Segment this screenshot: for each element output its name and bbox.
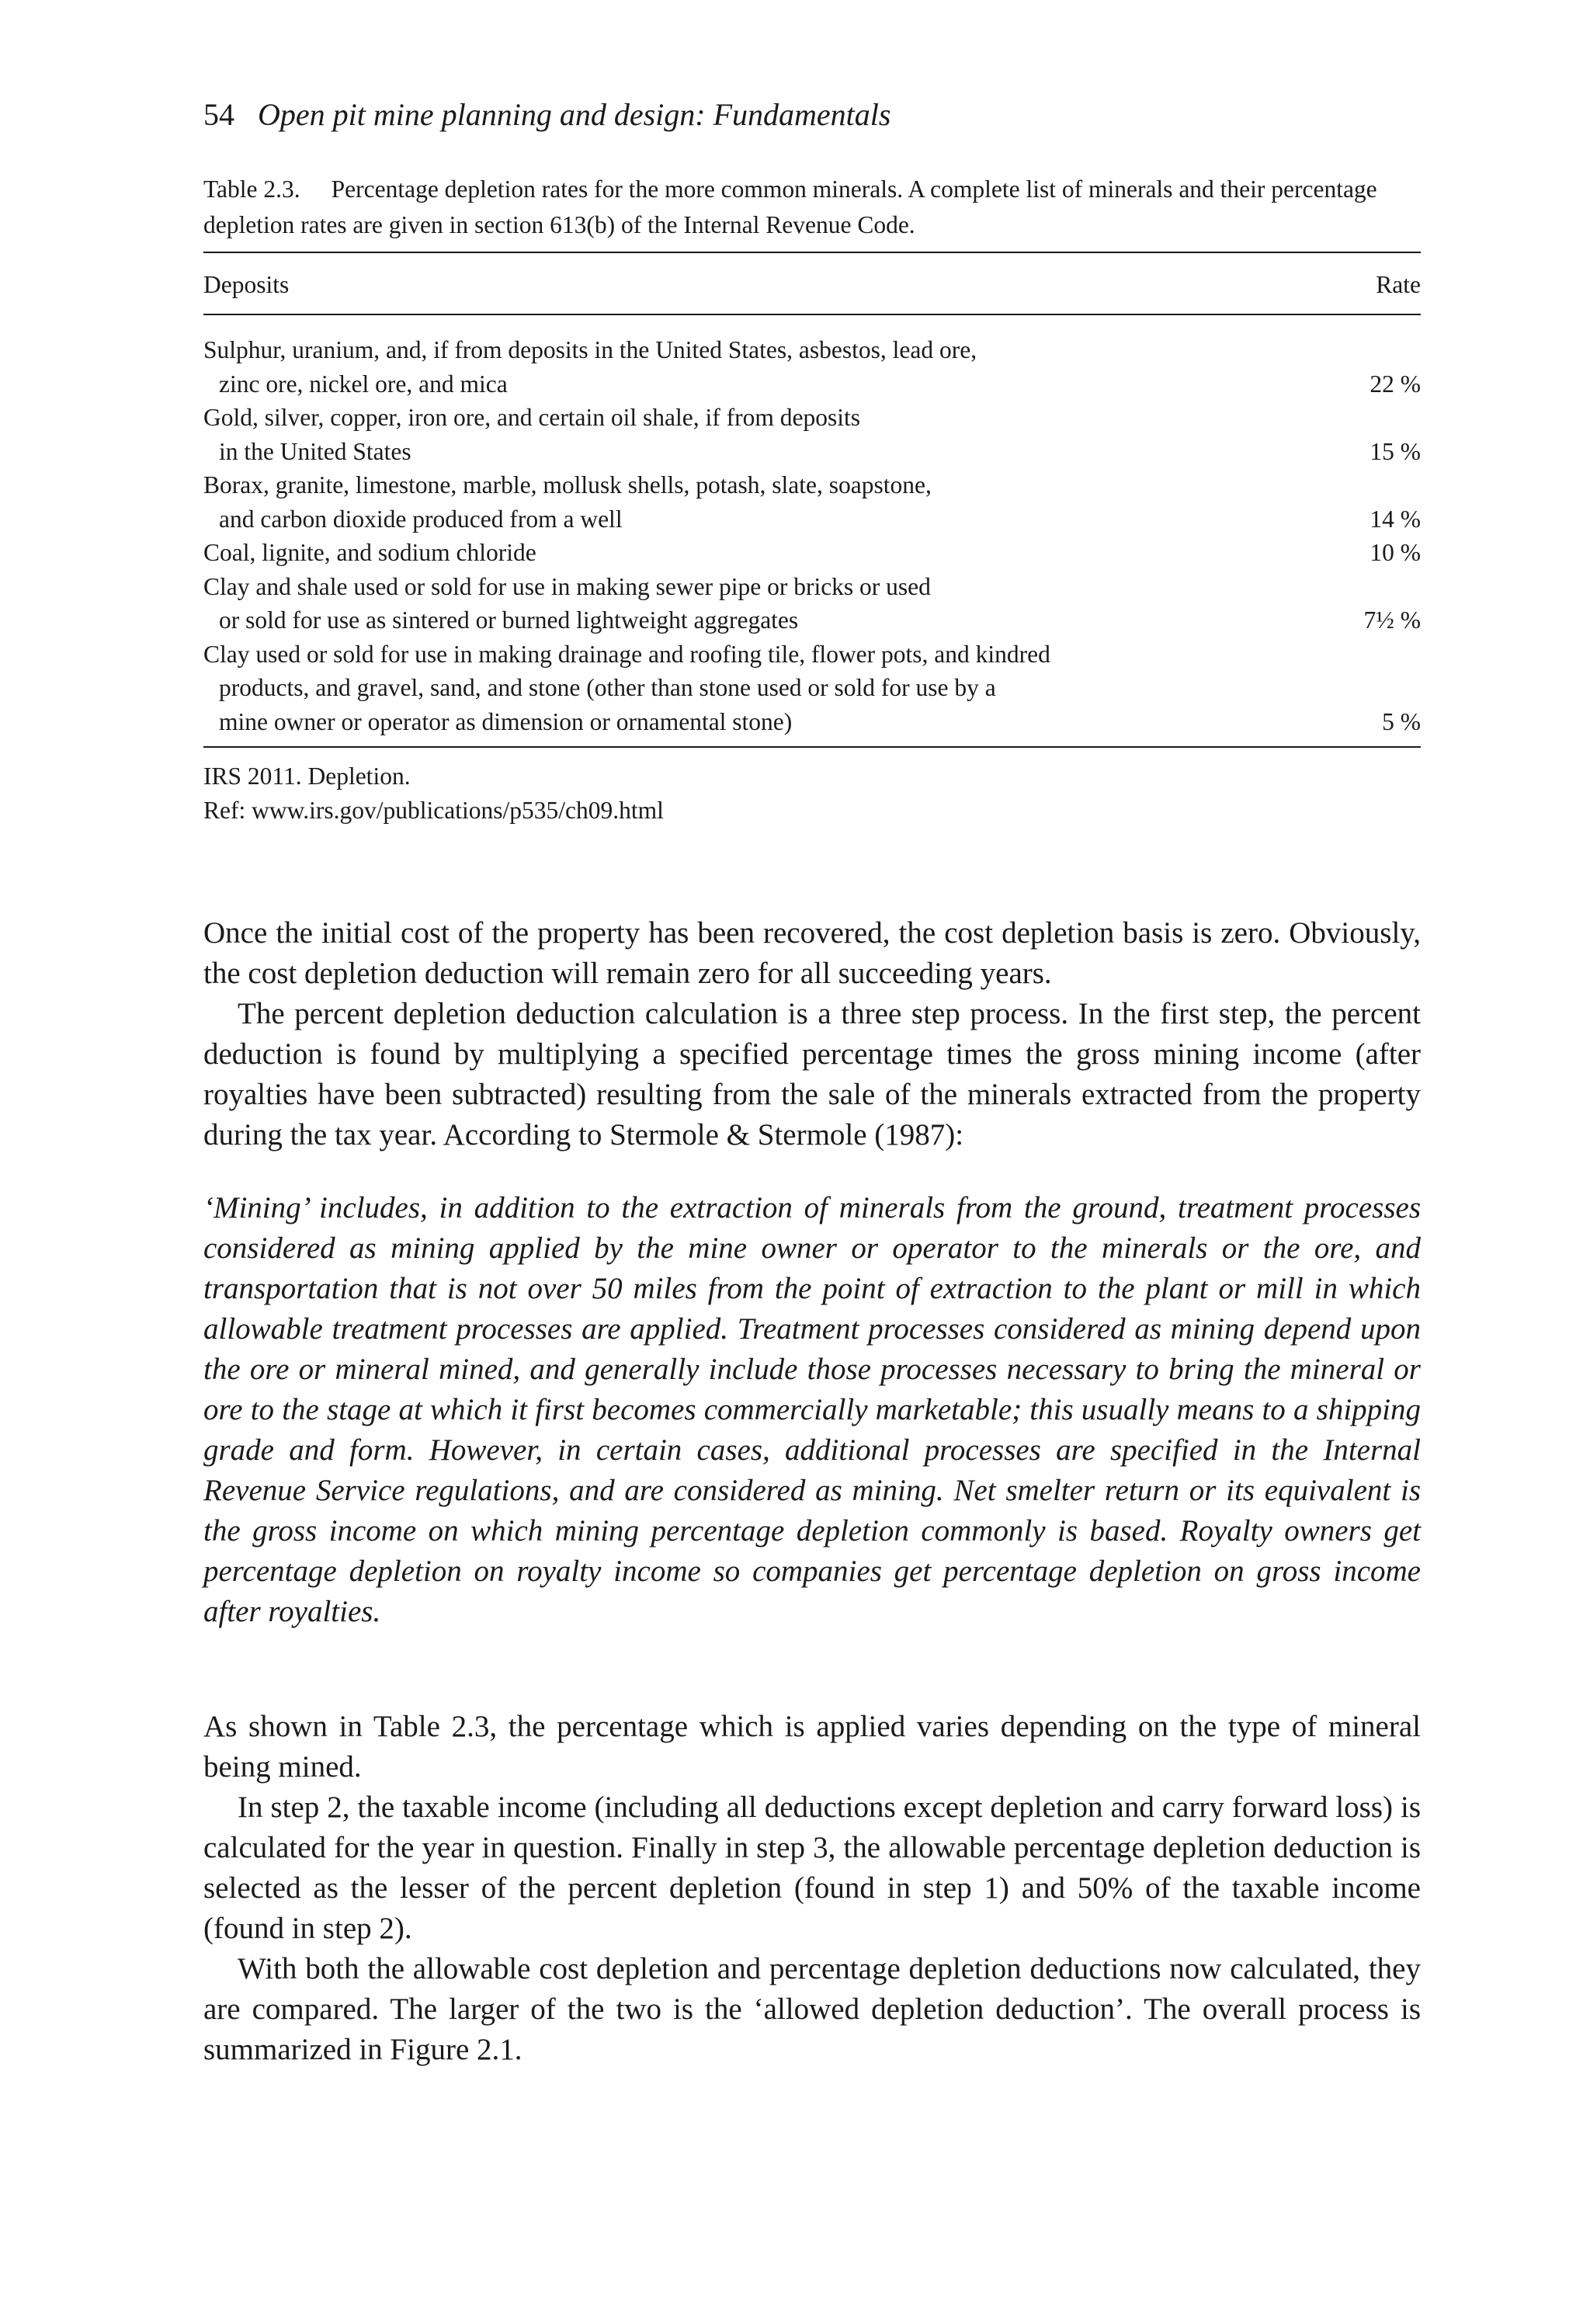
table-caption: [203, 172, 1421, 243]
deposit-text-line: and carbon dioxide produced from a well: [219, 505, 623, 533]
deposit-text-line: zinc ore, nickel ore, and mica: [219, 370, 508, 398]
table-caption-text: Percentage depletion rates for the more common minerals. A complete list of minerals and their percentage depletion rates are given in section 613(b) of the Internal Revenue Code.: [203, 175, 1377, 238]
table-row: [203, 570, 1421, 637]
rate-value: 15 %: [1370, 437, 1421, 465]
deposit-text-line: Borax, granite, limestone, marble, mollusk shells, potash, slate, soapstone,: [203, 471, 932, 498]
deposit-text-line: Gold, silver, copper, iron ore, and certain oil shale, if from deposits: [203, 404, 860, 431]
body-paragraph-1: Once the initial cost of the property has been recovered, the cost depletion basis is zero. Obviously, the cost depletion deduction will remain zero for all succeeding years.: [203, 916, 1421, 990]
table-ref-line: Ref: www.irs.gov/publications/p535/ch09.html: [203, 797, 664, 824]
deposit-text-line: products, and gravel, sand, and stone (other than stone used or sold for use by a: [219, 674, 996, 701]
book-title: Open pit mine planning and design: Fundamentals: [258, 97, 891, 132]
table-row: [203, 637, 1421, 739]
table-row: [203, 401, 1421, 468]
table-row: [203, 468, 1421, 536]
running-head: [203, 92, 890, 138]
column-header-rate: Rate: [1376, 271, 1421, 298]
table-row: [203, 536, 1421, 570]
table-body: [203, 333, 1421, 738]
table-source: [203, 759, 664, 828]
rate-value: 7½ %: [1363, 606, 1421, 634]
body-paragraph-5: With both the allowable cost depletion and percentage depletion deductions now calculated, they are compared. The larger of the two is the ‘allowed depletion deduction’. The overall process is summarized in Figure 2.1.: [203, 1952, 1421, 2066]
deposit-text-line: Sulphur, uranium, and, if from deposits in the United States, asbestos, lead ore,: [203, 336, 977, 363]
deposit-text-line: in the United States: [219, 437, 411, 465]
body-paragraph-3: As shown in Table 2.3, the percentage which is applied varies depending on the type of mineral being mined.: [203, 1710, 1421, 1784]
table-source-line: IRS 2011. Depletion.: [203, 763, 411, 790]
column-header-deposits: Deposits: [203, 271, 290, 298]
deposit-text-line: Clay used or sold for use in making drainage and roofing tile, flower pots, and kindred: [203, 640, 1050, 668]
deposit-text-line: Clay and shale used or sold for use in making sewer pipe or bricks or used: [203, 572, 931, 600]
table-top-rule: [203, 252, 1421, 253]
table-caption-label: Table 2.3.: [203, 175, 300, 203]
block-quote: ‘Mining’ includes, in addition to the extraction of minerals from the ground, treatment processes considered as mining applied by the mine owner or operator to the minerals or the ore, and transportation that is not over 50 miles from the point of extraction to the plant or mill in which allowable treatment processes are applied. Treatment processes considered as mining depend upon the ore or mineral mined, and generally include those processes necessary to bring the mineral or ore to the stage at which it first becomes commercially marketable; this usually means to a shipping grade and form. However, in certain cases, additional processes are specified in the Internal Revenue Service regulations, and are considered as mining. Net smelter return or its equivalent is the gross income on which mining percentage depletion commonly is based. Royalty owners get percentage depletion on royalty income so companies get percentage depletion on gross income after royalties.: [203, 1191, 1421, 1628]
rate-value: 22 %: [1370, 370, 1421, 398]
deposit-text-line: mine owner or operator as dimension or ornamental stone): [219, 707, 793, 735]
deposit-text-line: Coal, lignite, and sodium chloride: [203, 539, 536, 566]
body-paragraph-4: In step 2, the taxable income (including all deductions except depletion and carry forward loss) is calculated for the year in question. Finally in step 3, the allowable percentage depletion deduction is selected as the lesser of the percent depletion (found in step 1) and 50% of the taxable income (found in step 2).: [203, 1791, 1421, 1945]
deposit-text-line: or sold for use as sintered or burned lightweight aggregates: [219, 606, 799, 634]
table-row: [203, 333, 1421, 401]
rate-value: 14 %: [1370, 505, 1421, 533]
table-header-rule: [203, 314, 1421, 315]
body-paragraph-2: The percent depletion deduction calculation is a three step process. In the first step, the percent deduction is found by multiplying a specified percentage times the gross mining income (after royalties have been subtracted) resulting from the sale of the minerals extracted from the property during the tax year. According to Stermole & Stermole (1987):: [203, 997, 1421, 1152]
rate-value: 10 %: [1370, 539, 1421, 566]
rate-value: 5 %: [1382, 707, 1421, 735]
page-number: 54: [203, 97, 234, 132]
table-bottom-rule: [203, 746, 1421, 748]
